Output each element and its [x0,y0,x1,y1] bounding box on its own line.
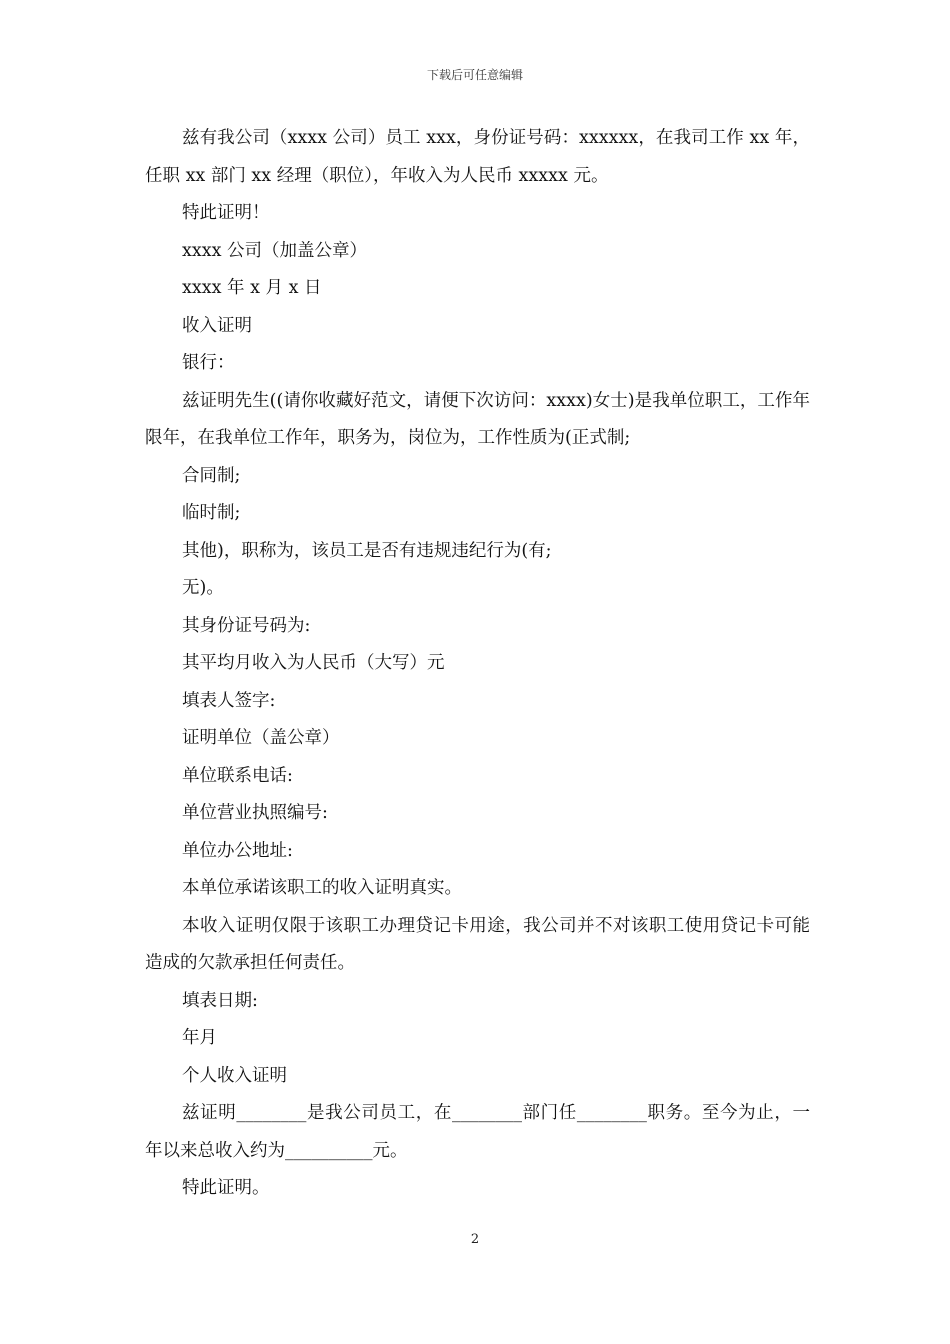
paragraph-monthly-income: 其平均月收入为人民币（大写）元 [182,653,445,673]
document-body [145,120,810,1208]
paragraph-certify: 特此证明！ [182,203,270,223]
paragraph-year-month: 年月 [182,1028,217,1048]
page-header: 下载后可任意编辑 [426,68,523,82]
paragraph-company-seal: xxxx 公司（加盖公章） [182,240,368,261]
section-title-income-proof: 收入证明 [182,315,252,336]
paragraph-certifying-unit: 证明单位（盖公章） [182,728,340,748]
paragraph-employee-statement: 兹有我公司（xxxx 公司）员工 xxx，身份证号码：xxxxxx，在我司工作 xx 年，任职 xx 部门 xx 经理（职位），年收入为人民币 xxxxx 元。 [145,128,810,186]
paragraph-employee-details: 兹证明先生((请你收藏好范文，请便下次访问：xxxx)女士)是我单位职工，工作年限年，在我单位工作年，职务为，岗位为，工作性质为(正式制; [145,390,810,448]
page-number: 2 [470,1232,480,1247]
paragraph-personal-statement: 兹证明________是我公司员工，在________部门任________职务。至今为止，一年以来总收入约为__________元。 [145,1103,810,1161]
paragraph-certify-closing: 特此证明。 [182,1178,270,1198]
paragraph-temporary: 临时制; [182,503,241,523]
paragraph-business-license: 单位营业执照编号: [182,803,328,823]
paragraph-commitment: 本单位承诺该职工的收入证明真实。 [182,878,462,898]
paragraph-id-number: 其身份证号码为: [182,615,311,636]
paragraph-contract: 合同制; [182,465,241,486]
section-title-personal-income-proof: 个人收入证明 [182,1065,287,1086]
paragraph-date: xxxx 年 x 月 x 日 [182,278,322,298]
paragraph-other-title: 其他)，职称为，该员工是否有违规违纪行为(有; [182,540,552,561]
paragraph-usage-limit: 本收入证明仅限于该职工办理贷记卡用途，我公司并不对该职工使用贷记卡可能造成的欠款承担任何责任。 [145,915,810,973]
paragraph-fill-date: 填表日期: [182,990,258,1011]
paragraph-bank: 银行： [182,353,235,373]
paragraph-filler-signature: 填表人签字: [182,690,276,711]
paragraph-unit-phone: 单位联系电话: [182,765,293,786]
paragraph-office-address: 单位办公地址: [182,840,293,861]
paragraph-none: 无)。 [182,578,224,598]
